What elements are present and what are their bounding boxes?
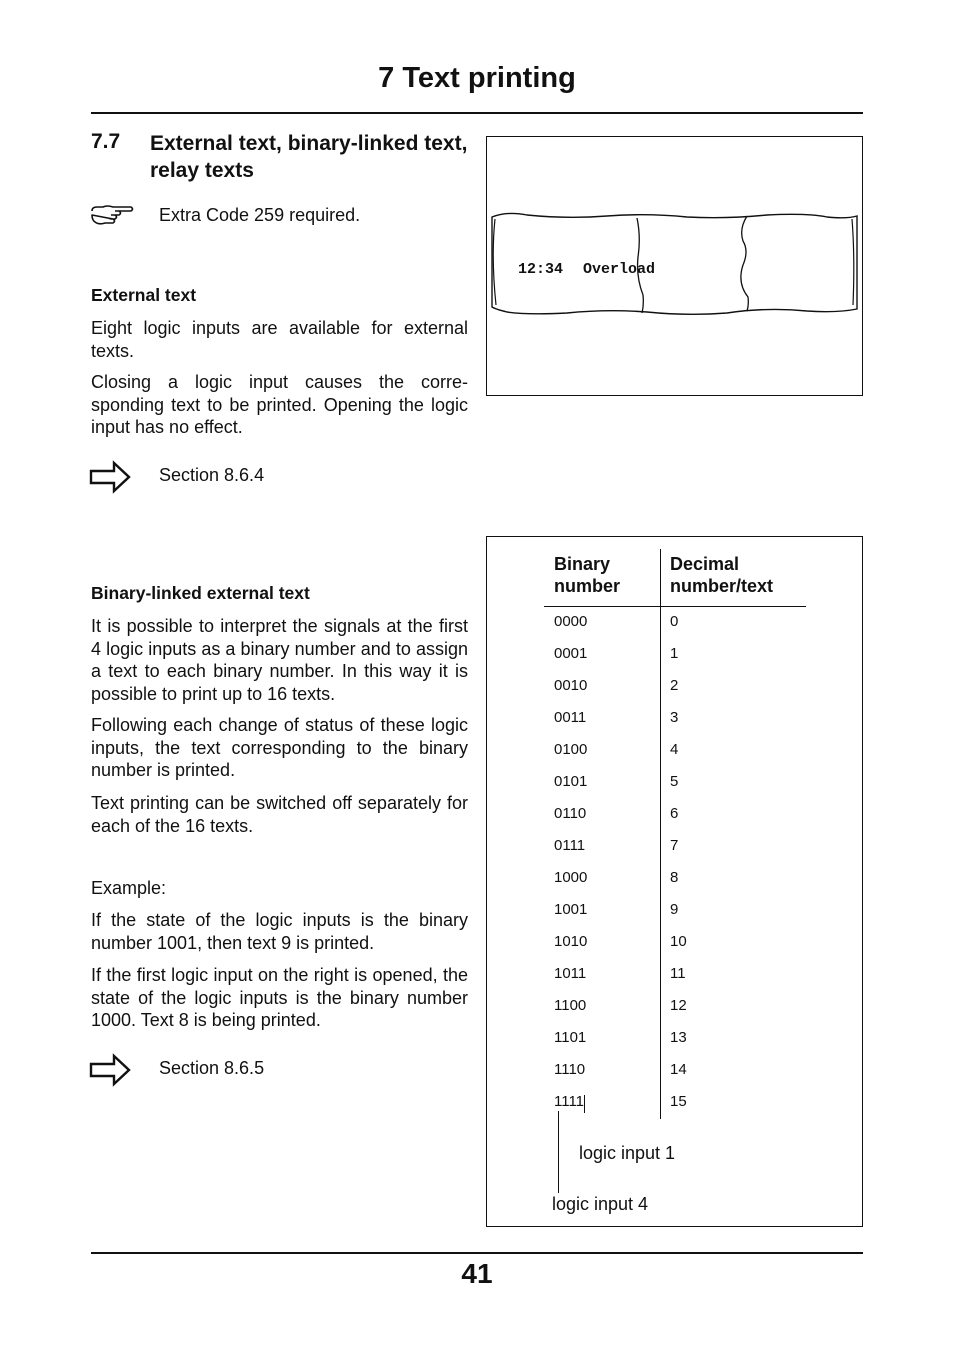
table-cell-binary: 0010 — [554, 677, 588, 694]
table-cell-binary: 1011 — [554, 965, 587, 982]
table-cell-binary: 1000 — [554, 869, 588, 886]
binary-text-para-2: Following each change of status of these logic inputs, the text corresponding to the binary number is printed. — [91, 715, 468, 780]
external-text-para-2: Closing a logic input causes the corre-sponding text to be printed. Opening the logic input has no effect. — [91, 372, 468, 437]
table-cell-decimal: 8 — [670, 869, 679, 886]
logic-input-1-line — [584, 1095, 585, 1113]
note-text: Extra Code 259 required. — [159, 205, 361, 225]
table-cell-decimal: 9 — [670, 901, 679, 918]
table-cell-decimal: 0 — [670, 613, 679, 630]
table-cell-decimal: 15 — [670, 1093, 687, 1110]
table-cell-binary: 0100 — [554, 741, 588, 758]
table-cell-decimal: 2 — [670, 677, 679, 694]
printout-time: 12:34 — [518, 261, 564, 278]
table-cell-binary: 1001 — [554, 901, 588, 918]
reference-8-6-5: Section 8.6.5 — [159, 1058, 265, 1078]
table-cell-decimal: 1 — [670, 645, 679, 662]
example-label: Example: — [91, 878, 167, 898]
table-header-rule — [544, 606, 806, 607]
binary-text-para-4: If the state of the logic inputs is the binary number 1001, then text 9 is printed. — [91, 910, 468, 953]
table-cell-decimal: 4 — [670, 741, 679, 758]
arrow-right-icon — [89, 460, 133, 494]
logic-input-1-label: logic input 1 — [579, 1143, 676, 1163]
table-cell-binary: 1110 — [554, 1061, 586, 1078]
page-title: 7 Text printing — [378, 62, 576, 94]
table-cell-binary: 1010 — [554, 933, 588, 950]
page-number: 41 — [461, 1258, 493, 1289]
external-text-heading: External text — [91, 285, 197, 305]
table-cell-decimal: 7 — [670, 837, 679, 854]
table-cell-decimal: 12 — [670, 997, 687, 1014]
external-text-para-1: Eight logic inputs are available for external texts. — [91, 318, 468, 361]
table-cell-binary: 0000 — [554, 613, 588, 630]
table-cell-binary: 0011 — [554, 709, 587, 726]
logic-input-4-label: logic input 4 — [552, 1194, 649, 1214]
table-header-binary: Binary number — [554, 554, 621, 596]
binary-table — [486, 536, 863, 1227]
table-cell-decimal: 6 — [670, 805, 679, 822]
binary-text-para-1: It is possible to interpret the signals at the first 4 logic inputs as a binary number and to assign a text to each binary number. In this way it is possible to print up to 16 texts. — [91, 616, 468, 704]
table-cell-decimal: 10 — [670, 933, 687, 950]
logic-input-4-line — [558, 1111, 559, 1193]
table-column-divider — [660, 549, 661, 1119]
table-header-decimal: Decimal number/text — [670, 554, 774, 596]
pointing-hand-icon — [89, 203, 135, 229]
reference-8-6-4: Section 8.6.4 — [159, 465, 265, 485]
table-cell-binary: 0111 — [554, 837, 586, 854]
printout-illustration — [486, 136, 863, 396]
table-cell-binary: 1100 — [554, 997, 587, 1014]
table-cell-decimal: 3 — [670, 709, 679, 726]
table-cell-decimal: 11 — [670, 965, 686, 982]
table-cell-binary: 0001 — [554, 645, 588, 662]
table-cell-binary: 1101 — [554, 1029, 587, 1046]
section-title: External text, binary-linked text, relay texts — [150, 132, 468, 182]
section-number: 7.7 — [91, 130, 121, 153]
table-cell-decimal: 13 — [670, 1029, 687, 1046]
table-cell-binary: 0110 — [554, 805, 587, 822]
table-cell-binary: 1111 — [554, 1093, 585, 1110]
table-cell-decimal: 5 — [670, 773, 679, 790]
header-rule — [91, 112, 863, 114]
table-cell-binary: 0101 — [554, 773, 588, 790]
table-cell-decimal: 14 — [670, 1061, 687, 1078]
footer-rule — [91, 1252, 863, 1254]
printout-message: Overload — [583, 261, 656, 278]
binary-text-para-5: If the first logic input on the right is opened, the state of the logic inputs is the binary number 1000. Text 8 is being printed. — [91, 965, 468, 1030]
arrow-right-icon — [89, 1053, 133, 1087]
binary-text-para-3: Text printing can be switched off separately for each of the 16 texts. — [91, 793, 468, 836]
binary-text-heading: Binary-linked external text — [91, 583, 310, 603]
